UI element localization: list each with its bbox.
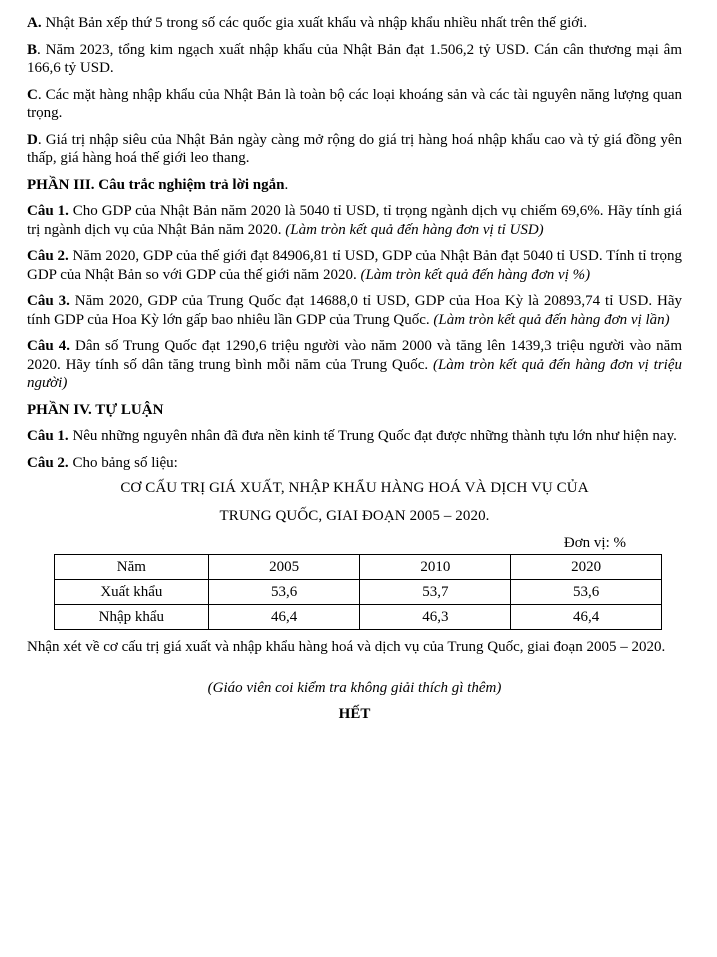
table-cell: 53,6 (208, 580, 360, 605)
part4-heading: PHẦN IV. TỰ LUẬN (27, 401, 164, 418)
table-header-cell: 2020 (511, 555, 662, 580)
question-label: Câu 3. (27, 293, 70, 309)
question-label: Câu 2. (27, 454, 69, 471)
table-cell: 53,6 (511, 580, 662, 605)
footer-note: (Giáo viên coi kiểm tra không giải thích gì thêm) (207, 679, 502, 696)
question-note: (Làm tròn kết quả đến hàng đơn vị triệu người) (27, 356, 682, 391)
part4-question-2 (27, 454, 682, 473)
exam-page (27, 14, 682, 724)
option-d (27, 131, 682, 168)
question-label: Câu 4. (27, 338, 70, 354)
question-text: Cho bảng số liệu: (68, 454, 178, 471)
part4-question-1 (27, 427, 682, 446)
option-text: Nhật Bản xếp thứ 5 trong số các quốc gia xuất khẩu và nhập khẩu nhiều nhất trên thế giới. (41, 15, 588, 31)
table-unit: Đơn vị: % (563, 535, 626, 551)
table-cell: 46,4 (511, 605, 662, 630)
table-cell: 53,7 (360, 580, 511, 605)
option-label: C (27, 86, 38, 103)
part3-heading-text: PHẦN III. Câu trắc nghiệm trả lời ngắn (27, 176, 285, 193)
table-title-line-1: CƠ CẤU TRỊ GIÁ XUẤT, NHẬP KHẨU HÀNG HOÁ VÀ DỊCH VỤ CỦA (120, 480, 589, 496)
question-text: Năm 2020, GDP của thế giới đạt 84906,81 tỉ USD, GDP của Nhật Bản đạt 5040 tỉ USD. Tính tỉ trọng GDP của Nhật Bản so với GDP của thế giới năm 2020. (27, 248, 682, 283)
option-text: . Năm 2023, tổng kim ngạch xuất nhập khẩu của Nhật Bản đạt 1.506,2 tỷ USD. Cán cân thương mại âm 166,6 tỷ USD. (27, 41, 682, 76)
table-header-cell: 2010 (360, 555, 511, 580)
part3-question-3 (27, 292, 682, 329)
question-note: (Làm tròn kết quả đến hàng đơn vị %) (360, 266, 591, 283)
question-text: Nêu những nguyên nhân đã đưa nền kinh tế Trung Quốc đạt được những thành tựu lớn như hiện nay. (68, 428, 677, 444)
table-header-cell: Năm (55, 555, 209, 580)
table-row (55, 605, 662, 630)
end-marker: HẾT (338, 706, 371, 722)
option-c (27, 86, 682, 123)
table-title-line-2: TRUNG QUỐC, GIAI ĐOẠN 2005 – 2020. (219, 508, 490, 524)
question-text: Dân số Trung Quốc đạt 1290,6 triệu người vào năm 2000 và tăng lên 1439,3 triệu người vào năm 2020. Hãy tính số dân tăng trung bình mỗi năm của Trung Quốc. (27, 338, 682, 373)
table-cell: Nhập khẩu (55, 605, 209, 630)
question-text: Năm 2020, GDP của Trung Quốc đạt 14688,0 tỉ USD, GDP của Hoa Kỳ là 20893,74 tỉ USD. Hãy tính GDP của Hoa Kỳ lớn gấp bao nhiêu lần GDP của Trung Quốc. (27, 293, 682, 328)
option-label: A. (27, 15, 42, 31)
part3-question-1 (27, 202, 682, 239)
option-b (27, 41, 682, 78)
table-cell: 46,3 (360, 605, 511, 630)
data-table (54, 554, 662, 630)
part3-question-4 (27, 337, 682, 393)
table-cell: 46,4 (208, 605, 360, 630)
option-text: . Giá trị nhập siêu của Nhật Bản ngày càng mở rộng do giá trị hàng hoá nhập khẩu cao và tỷ giá đồng yên thấp, giá hàng hoá thế giới leo thang. (27, 131, 682, 166)
part4-question-2-prompt: Nhận xét về cơ cấu trị giá xuất và nhập khẩu hàng hoá và dịch vụ của Trung Quốc, giai đoạn 2005 – 2020. (27, 639, 666, 655)
part3-question-2 (27, 247, 682, 284)
part3-heading (27, 176, 682, 195)
question-note: (Làm tròn kết quả đến hàng đơn vị tỉ USD) (285, 221, 544, 238)
table-header-row (55, 555, 662, 580)
option-label: B (27, 41, 38, 58)
option-label: D (27, 131, 38, 148)
question-text: Cho GDP của Nhật Bản năm 2020 là 5040 tỉ USD, tỉ trọng ngành dịch vụ chiếm 69,6%. Hãy tính giá trị ngành dịch vụ của Nhật Bản năm 2020. (27, 203, 682, 238)
option-a (27, 14, 682, 33)
table-row (55, 580, 662, 605)
option-text: . Các mặt hàng nhập khẩu của Nhật Bản là toàn bộ các loại khoáng sản và các tài nguyên năng lượng quan trọng. (27, 86, 682, 121)
question-label: Câu 1. (27, 428, 69, 444)
question-note: (Làm tròn kết quả đến hàng đơn vị lần) (433, 311, 670, 328)
question-label: Câu 1. (27, 203, 69, 219)
table-cell: Xuất khẩu (55, 580, 209, 605)
question-label: Câu 2. (27, 248, 69, 264)
table-header-cell: 2005 (208, 555, 360, 580)
part3-heading-suffix: . (284, 176, 289, 193)
